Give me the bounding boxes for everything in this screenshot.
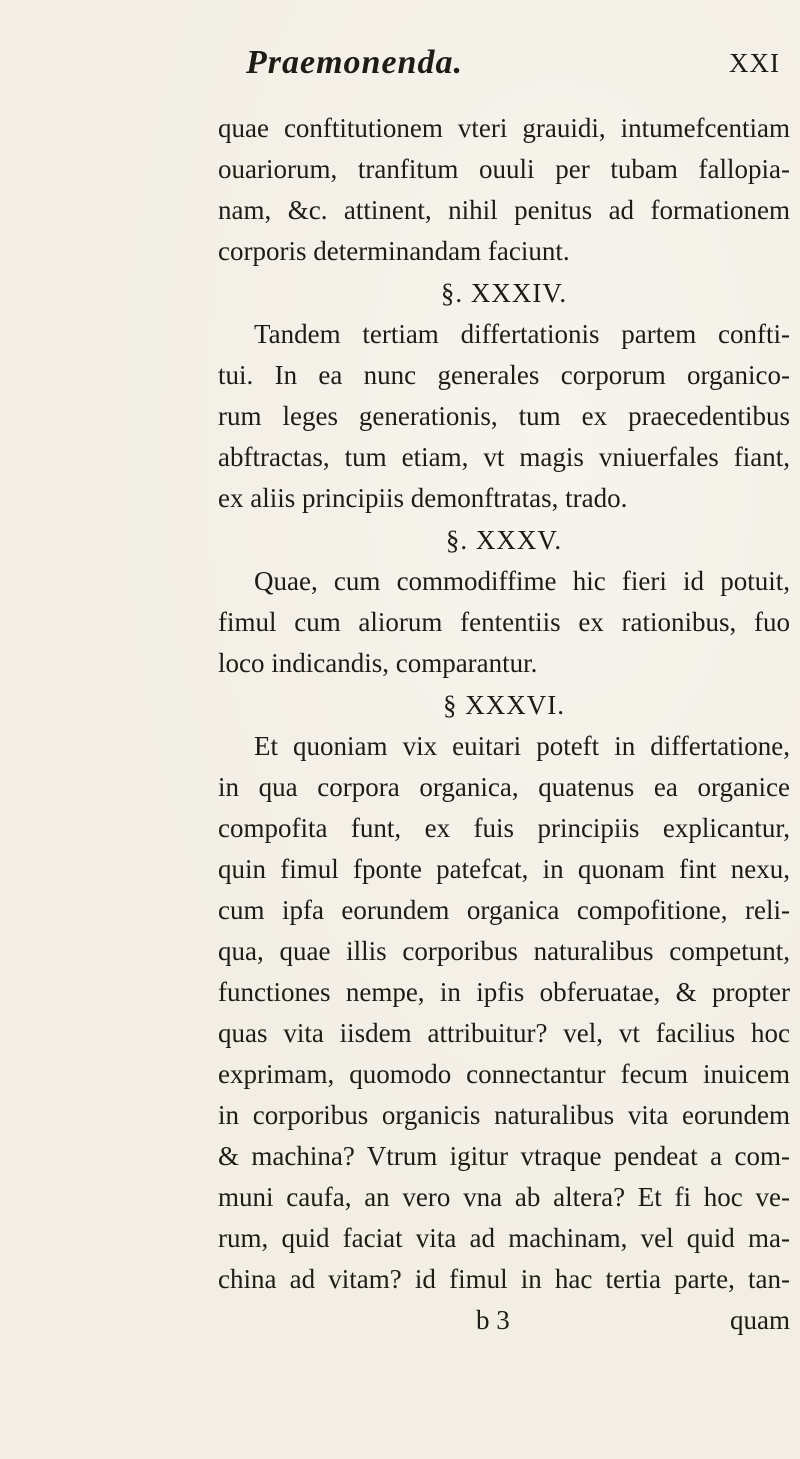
text-line: functiones nempe, in ipfis obferuatae, & propter	[218, 977, 790, 1007]
text-line: Et quoniam vix euitari poteft in differtatione,	[254, 731, 790, 761]
text-line: & machina? Vtrum igitur vtraque pendeat a com-	[218, 1141, 790, 1171]
section-heading: §. XXXV.	[445, 525, 563, 555]
text-line: quae conftitutionem vteri grauidi, intumefcentiam	[218, 113, 790, 143]
text-line: ex aliis principiis demonftratas, trado.	[218, 483, 628, 513]
text-line: muni caufa, an vero vna ab altera? Et fi hoc ve-	[218, 1182, 790, 1212]
text-line: cum ipfa eorundem organica compofitione, reli-	[218, 895, 790, 925]
text-line: exprimam, quomodo connectantur fecum inuicem	[218, 1059, 790, 1089]
text-line: china ad vitam? id fimul in hac tertia parte, tan-	[218, 1264, 790, 1294]
page-number: XXI	[729, 48, 780, 78]
text-line: Tandem tertiam differtationis partem confti-	[254, 319, 790, 349]
body-text	[218, 108, 790, 1340]
text-line: nam, &c. attinent, nihil penitus ad formationem	[218, 195, 790, 225]
text-line: rum leges generationis, tum ex praecedentibus	[218, 401, 790, 431]
signature-mark: b 3	[476, 1305, 510, 1335]
text-line: in qua corpora organica, quatenus ea organice	[218, 772, 790, 802]
text-line: quin fimul fponte patefcat, in quonam fint nexu,	[218, 854, 790, 884]
running-head	[246, 44, 780, 84]
text-line: qua, quae illis corporibus naturalibus competunt,	[218, 936, 790, 966]
running-head-title: Praemonenda.	[246, 44, 463, 81]
text-line: compofita funt, ex fuis principiis explicantur,	[218, 813, 790, 843]
text-line: loco indicandis, comparantur.	[218, 648, 538, 678]
catchword: quam	[730, 1305, 790, 1335]
text-line: corporis determinandam faciunt.	[218, 236, 570, 266]
page-footer	[218, 1300, 790, 1340]
text-line: fimul cum aliorum fententiis ex rationibus, fuo	[218, 607, 790, 637]
text-line: quas vita iisdem attribuitur? vel, vt facilius hoc	[218, 1018, 790, 1048]
text-line: ouariorum, tranfitum ouuli per tubam fallopia-	[218, 154, 790, 184]
text-line: abftractas, tum etiam, vt magis vniuerfales fiant,	[218, 442, 790, 472]
text-line: Quae, cum commodiffime hic fieri id potuit,	[254, 566, 790, 596]
section-heading: § XXXVI.	[443, 690, 565, 720]
section-heading: §. XXXIV.	[440, 278, 568, 308]
text-line: tui. In ea nunc generales corporum organico-	[218, 360, 790, 390]
text-line: rum, quid faciat vita ad machinam, vel quid ma-	[218, 1223, 790, 1253]
text-line: in corporibus organicis naturalibus vita eorundem	[218, 1100, 790, 1130]
